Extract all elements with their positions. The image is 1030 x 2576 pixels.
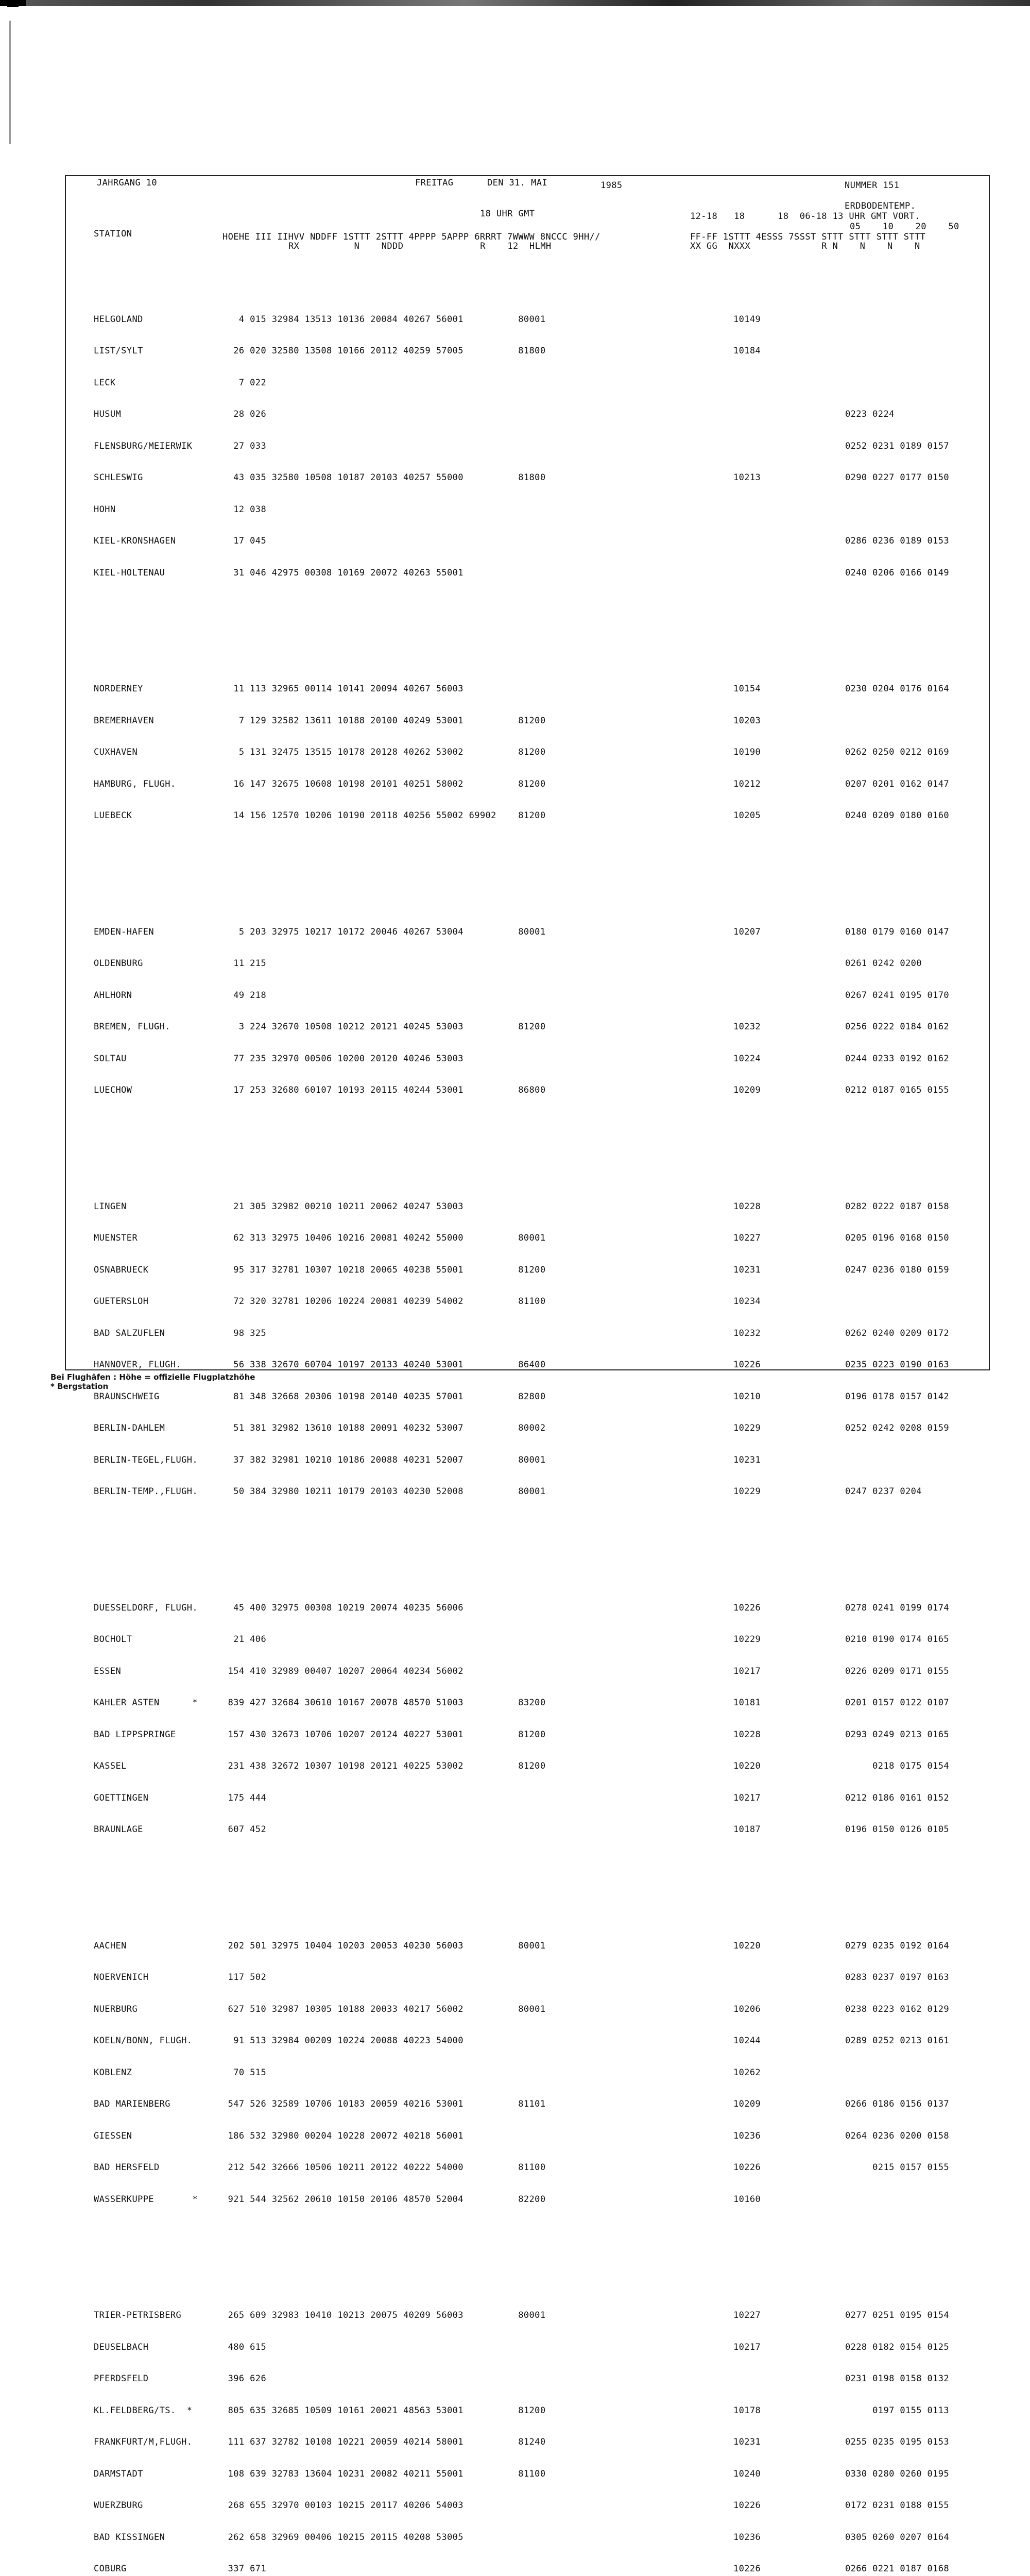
group-spacer xyxy=(65,863,990,874)
extreme-codes: 10224 xyxy=(733,1053,761,1064)
soil-temperatures: 0247 0236 0180 0159 xyxy=(845,1264,950,1275)
extreme-codes: 10154 xyxy=(733,684,761,694)
table-row xyxy=(65,747,990,758)
extreme-codes: 10226 xyxy=(733,2500,761,2511)
soil-temperatures: 0252 0242 0208 0159 xyxy=(845,1423,950,1433)
table-row xyxy=(65,1698,990,1708)
station-group xyxy=(65,1180,990,1518)
soil-temperatures: 0207 0201 0162 0147 xyxy=(845,778,950,789)
soil-temperatures: 0330 0280 0260 0195 xyxy=(845,2468,950,2479)
scan-mark xyxy=(7,0,19,7)
observation-codes: 21 406 xyxy=(222,1634,267,1645)
table-row xyxy=(65,1054,990,1064)
observation-codes: 77 235 32970 00506 10200 20120 40246 53003 xyxy=(222,1053,464,1064)
observation-codes: 268 655 32970 00103 10215 20117 40206 54003 xyxy=(222,2500,464,2511)
table-row xyxy=(65,1233,990,1244)
soil-temperatures: 0205 0196 0168 0150 xyxy=(845,1233,950,1243)
soil-temperatures: 0238 0223 0162 0129 xyxy=(845,2004,950,2014)
date-label: DEN 31. MAI xyxy=(487,178,547,188)
soil-temperatures: 0256 0222 0184 0162 xyxy=(845,1022,950,1032)
soil-temperatures: 0282 0222 0187 0158 xyxy=(845,1201,950,1212)
soil-temperatures: 0255 0235 0195 0153 xyxy=(845,2437,950,2447)
table-row xyxy=(65,2036,990,2046)
observation-codes: 108 639 32783 13604 10231 20082 40211 55001 81100 xyxy=(222,2468,546,2479)
table-row xyxy=(65,2099,990,2110)
station-name: FRANKFURT/M,FLUGH. xyxy=(94,2437,193,2447)
extreme-codes: 10181 xyxy=(733,1698,761,1708)
station-name: NOERVENICH xyxy=(94,1972,149,1982)
station-name: BAD MARIENBERG xyxy=(94,2099,170,2109)
soil-temperatures: 0266 0221 0187 0168 xyxy=(845,2564,950,2574)
hour-header: 18 UHR GMT xyxy=(480,209,535,219)
table-row xyxy=(65,1793,990,1804)
observation-codes: 62 313 32975 10406 10216 20081 40242 55000 80001 xyxy=(222,1233,546,1243)
observation-codes: 49 218 xyxy=(222,990,267,1001)
table-row xyxy=(65,2564,990,2574)
station-name: KAHLER ASTEN * xyxy=(94,1698,198,1708)
observation-codes: 7 129 32582 13611 10188 20100 40249 53001 81200 xyxy=(222,715,546,726)
soil-temperatures: 0262 0240 0209 0172 xyxy=(845,1328,950,1338)
extreme-codes: 10190 xyxy=(733,747,761,757)
station-name: BAD SALZUFLEN xyxy=(94,1328,165,1338)
observation-codes: 7 022 xyxy=(222,377,267,388)
group-spacer xyxy=(65,1877,990,1888)
station-name: SCHLESWIG xyxy=(94,472,143,483)
soil-temperatures: 0180 0179 0160 0147 xyxy=(845,926,950,937)
station-name: PFERDSFELD xyxy=(94,2374,149,2384)
soil-temperatures: 0278 0241 0199 0174 xyxy=(845,1602,950,1613)
extreme-codes: 10187 xyxy=(733,1824,761,1835)
table-row xyxy=(65,1328,990,1339)
extreme-codes: 10226 xyxy=(733,2564,761,2574)
station-name: WASSERKUPPE * xyxy=(94,2194,198,2205)
soil-temperatures: 0305 0260 0207 0164 xyxy=(845,2532,950,2543)
soil-temperatures: 0279 0235 0192 0164 xyxy=(845,1940,950,1951)
group-spacer xyxy=(65,1539,990,1550)
soil-temperatures: 0267 0241 0195 0170 xyxy=(845,990,950,1001)
observation-codes: 212 542 32666 10506 10211 20122 40222 54000 81100 xyxy=(222,2162,546,2173)
observation-codes: 186 532 32980 00204 10228 20072 40218 56001 xyxy=(222,2130,464,2141)
station-name: WUERZBURG xyxy=(94,2500,143,2511)
observation-codes: 607 452 xyxy=(222,1824,267,1835)
station-name: LUECHOW xyxy=(94,1085,132,1095)
table-row xyxy=(65,1085,990,1096)
soil-temperatures: 0261 0242 0200 xyxy=(845,958,922,969)
table-row xyxy=(65,314,990,325)
extreme-codes: 10244 xyxy=(733,2036,761,2046)
observation-codes: 262 658 32969 00406 10215 20115 40208 53005 xyxy=(222,2532,464,2543)
observation-codes: 5 131 32475 13515 10178 20128 40262 53002 81200 xyxy=(222,747,546,757)
table-row xyxy=(65,2469,990,2480)
observation-codes: 265 609 32983 10410 10213 20075 40209 56003 80001 xyxy=(222,2310,546,2320)
observation-codes: 627 510 32987 10305 10188 20033 40217 56002 80001 xyxy=(222,2004,546,2014)
observation-codes: 14 156 12570 10206 10190 20118 40256 55002 69902 81200 xyxy=(222,810,546,821)
table-row xyxy=(65,2437,990,2448)
observation-codes: 21 305 32982 00210 10211 20062 40247 53003 xyxy=(222,1201,464,1212)
extreme-codes: 10240 xyxy=(733,2468,761,2479)
extreme-codes: 10203 xyxy=(733,715,761,726)
soil-temperatures: 0172 0231 0188 0155 xyxy=(845,2500,950,2511)
table-row xyxy=(65,716,990,726)
soil-temperatures: 0266 0186 0156 0137 xyxy=(845,2099,950,2109)
table-row xyxy=(65,1603,990,1614)
table-row xyxy=(65,409,990,420)
station-group xyxy=(65,293,990,600)
soil-temperatures: 0290 0227 0177 0150 xyxy=(845,472,950,483)
station-name: DARMSTADT xyxy=(94,2468,143,2479)
observation-codes: 16 147 32675 10608 10198 20101 40251 58002 81200 xyxy=(222,778,546,789)
extreme-codes: 10232 xyxy=(733,1328,761,1338)
weekday-label: FREITAG xyxy=(415,178,454,188)
station-name: OSNABRUECK xyxy=(94,1264,149,1275)
table-row xyxy=(65,441,990,452)
observation-codes: 11 113 32965 00114 10141 20094 40267 56003 xyxy=(222,684,464,694)
station-name: SOLTAU xyxy=(94,1053,127,1064)
extreme-codes: 10160 xyxy=(733,2194,761,2205)
table-row xyxy=(65,536,990,547)
extreme-codes: 10226 xyxy=(733,2162,761,2173)
soil-temperatures: 0197 0155 0113 xyxy=(845,2405,950,2416)
table-row xyxy=(65,1486,990,1497)
extreme-codes: 10234 xyxy=(733,1296,761,1307)
observation-codes: 95 317 32781 10307 10218 20065 40238 55001 81200 xyxy=(222,1264,546,1275)
issue-number: NUMMER 151 xyxy=(845,180,900,191)
observation-codes: 202 501 32975 10404 10203 20053 40230 56003 80001 xyxy=(222,1940,546,1951)
observation-codes: 231 438 32672 10307 10198 20121 40225 53002 81200 xyxy=(222,1761,546,1771)
observation-codes: 56 338 32670 60704 10197 20133 40240 53001 86400 xyxy=(222,1360,546,1370)
right-code-header: FF-FF 1STTT 4ESSS 7SSST STTT STTT STTT STTT xyxy=(690,232,926,242)
table-row xyxy=(65,2004,990,2015)
station-group xyxy=(65,2289,990,2576)
station-name: LECK xyxy=(94,377,116,388)
station-name: DEUSELBACH xyxy=(94,2342,149,2352)
station-name: BRAUNLAGE xyxy=(94,1824,143,1835)
table-row xyxy=(65,568,990,579)
table-row xyxy=(65,1761,990,1772)
table-row xyxy=(65,958,990,969)
table-row xyxy=(65,2374,990,2384)
footnote-airport-height: Bei Flughäfen : Höhe = offizielle Flugplatzhöhe xyxy=(50,1372,255,1382)
station-name: BERLIN-TEMP.,FLUGH. xyxy=(94,1486,198,1497)
period-header: 12-18 18 18 06-18 13 UHR GMT VORT. xyxy=(690,211,920,222)
table-row xyxy=(65,1392,990,1402)
station-name: HOHN xyxy=(94,504,116,515)
table-row xyxy=(65,472,990,483)
extreme-codes: 10226 xyxy=(733,1360,761,1370)
extreme-codes: 10231 xyxy=(733,2437,761,2447)
table-row xyxy=(65,1022,990,1032)
observation-codes: 43 035 32580 10508 10187 20103 40257 55000 81800 xyxy=(222,472,546,483)
station-table xyxy=(65,261,990,2576)
observation-codes: 17 253 32680 60107 10193 20115 40244 53001 86800 xyxy=(222,1085,546,1095)
footnote-mountain-station: * Bergstation xyxy=(50,1382,109,1391)
station-name: TRIER-PETRISBERG xyxy=(94,2310,182,2320)
soil-temperatures: 0228 0182 0154 0125 xyxy=(845,2342,950,2352)
extreme-codes: 10212 xyxy=(733,778,761,789)
table-row xyxy=(65,2067,990,2078)
table-row xyxy=(65,1423,990,1434)
group-spacer xyxy=(65,620,990,631)
observation-codes: 396 626 xyxy=(222,2374,267,2384)
station-name: KOELN/BONN, FLUGH. xyxy=(94,2036,193,2046)
soil-temperatures: 0201 0157 0122 0107 xyxy=(845,1698,950,1708)
station-name: GIESSEN xyxy=(94,2130,132,2141)
extreme-codes: 10207 xyxy=(733,926,761,937)
extreme-codes: 10213 xyxy=(733,472,761,483)
soil-temperatures: 0210 0190 0174 0165 xyxy=(845,1634,950,1645)
station-name: EMDEN-HAFEN xyxy=(94,926,154,937)
extreme-codes: 10220 xyxy=(733,1761,761,1771)
soil-temperatures: 0196 0150 0126 0105 xyxy=(845,1824,950,1835)
station-name: HUSUM xyxy=(94,409,122,419)
table-row xyxy=(65,2310,990,2321)
soil-temperatures: 0212 0187 0165 0155 xyxy=(845,1085,950,1095)
group-spacer xyxy=(65,1138,990,1149)
soil-temperatures: 0212 0186 0161 0152 xyxy=(845,1792,950,1803)
station-name: NORDERNEY xyxy=(94,684,143,694)
soil-temperatures: 0218 0175 0154 xyxy=(845,1761,950,1771)
depth-header: 05 10 20 50 xyxy=(850,222,959,232)
table-row xyxy=(65,2405,990,2416)
soil-temperatures: 0247 0237 0204 xyxy=(845,1486,922,1497)
extreme-codes: 10228 xyxy=(733,1729,761,1740)
station-name: BRAUNSCHWEIG xyxy=(94,1391,160,1402)
extreme-codes: 10178 xyxy=(733,2405,761,2416)
station-name: HANNOVER, FLUGH. xyxy=(94,1360,182,1370)
extreme-codes: 10236 xyxy=(733,2532,761,2543)
station-name: BAD KISSINGEN xyxy=(94,2532,165,2543)
station-group xyxy=(65,1582,990,1856)
observation-codes: 81 348 32668 20306 10198 20140 40235 57001 82800 xyxy=(222,1391,546,1402)
observation-codes: 37 382 32981 10210 10186 20088 40231 52007 80001 xyxy=(222,1454,546,1465)
soil-temp-header: ERDBODENTEMP. xyxy=(845,201,916,211)
table-row xyxy=(65,2194,990,2205)
observation-codes: 480 615 xyxy=(222,2342,267,2352)
station-name: LINGEN xyxy=(94,1201,127,1212)
observation-codes: 50 384 32980 10211 10179 20103 40230 52008 80001 xyxy=(222,1486,546,1497)
station-name: OLDENBURG xyxy=(94,958,143,969)
extreme-codes: 10220 xyxy=(733,1940,761,1951)
observation-codes: 805 635 32685 10509 10161 20021 48563 53001 81200 xyxy=(222,2405,546,2416)
observation-codes: 111 637 32782 10108 10221 20059 40214 58001 81240 xyxy=(222,2437,546,2447)
table-row xyxy=(65,779,990,790)
soil-temperatures: 0196 0178 0157 0142 xyxy=(845,1391,950,1402)
station-name: BERLIN-TEGEL,FLUGH. xyxy=(94,1454,198,1465)
station-name: DUESSELDORF, FLUGH. xyxy=(94,1602,198,1613)
soil-temperatures: 0244 0233 0192 0162 xyxy=(845,1053,950,1064)
table-row xyxy=(65,990,990,1001)
extreme-codes: 10205 xyxy=(733,810,761,821)
station-name: BREMERHAVEN xyxy=(94,715,154,726)
soil-temperatures: 0286 0236 0189 0153 xyxy=(845,536,950,546)
soil-temperatures: 0230 0204 0176 0164 xyxy=(845,684,950,694)
extreme-codes: 10184 xyxy=(733,346,761,356)
observation-codes: 31 046 42975 00308 10169 20072 40263 55001 xyxy=(222,567,464,578)
station-name: KOBLENZ xyxy=(94,2067,132,2078)
table-row xyxy=(65,1360,990,1370)
table-row xyxy=(65,2162,990,2173)
right-code-subheader: XX GG NXXX R N N N N xyxy=(690,241,920,251)
station-name: BERLIN-DAHLEM xyxy=(94,1423,165,1433)
observation-codes: 17 045 xyxy=(222,536,267,546)
soil-temperatures: 0226 0209 0171 0155 xyxy=(845,1666,950,1676)
observation-codes: 27 033 xyxy=(222,440,267,451)
station-name: CUXHAVEN xyxy=(94,747,138,757)
station-name: KL.FELDBERG/TS. * xyxy=(94,2405,193,2416)
table-row xyxy=(65,1455,990,1466)
soil-temperatures: 0289 0252 0213 0161 xyxy=(845,2036,950,2046)
soil-temperatures: 0252 0231 0189 0157 xyxy=(845,440,950,451)
observation-codes: 4 015 32984 13513 10136 20084 40267 56001 80001 xyxy=(222,314,546,325)
extreme-codes: 10231 xyxy=(733,1454,761,1465)
table-row xyxy=(65,810,990,821)
station-name: BAD HERSFELD xyxy=(94,2162,160,2173)
observation-codes: 175 444 xyxy=(222,1792,267,1803)
observation-codes: 26 020 32580 13508 10166 20112 40259 57005 81800 xyxy=(222,346,546,356)
station-name: ESSEN xyxy=(94,1666,122,1676)
extreme-codes: 10232 xyxy=(733,1022,761,1032)
extreme-codes: 10262 xyxy=(733,2067,761,2078)
table-row xyxy=(65,1824,990,1835)
table-row xyxy=(65,1296,990,1307)
scan-margin-line xyxy=(9,21,11,144)
extreme-codes: 10229 xyxy=(733,1634,761,1645)
table-row xyxy=(65,1730,990,1740)
table-row xyxy=(65,1265,990,1276)
station-name: AHLHORN xyxy=(94,990,132,1001)
observation-codes: 337 671 xyxy=(222,2564,267,2574)
extreme-codes: 10227 xyxy=(733,2310,761,2320)
station-name: HELGOLAND xyxy=(94,314,143,325)
table-row xyxy=(65,378,990,388)
observation-codes: 11 215 xyxy=(222,958,267,969)
observation-codes: 72 320 32781 10206 10224 20081 40239 54002 81100 xyxy=(222,1296,546,1307)
station-header: STATION xyxy=(94,229,132,239)
observation-codes: 839 427 32684 30610 10167 20078 48570 51003 83200 xyxy=(222,1698,546,1708)
station-name: BOCHOLT xyxy=(94,1634,132,1645)
extreme-codes: 10231 xyxy=(733,1264,761,1275)
observation-codes: 921 544 32562 20610 10150 20106 48570 52004 82200 xyxy=(222,2194,546,2205)
station-name: KASSEL xyxy=(94,1761,127,1771)
soil-temperatures: 0264 0236 0200 0158 xyxy=(845,2130,950,2141)
scan-edge xyxy=(0,0,1030,6)
table-row xyxy=(65,2532,990,2543)
table-row xyxy=(65,2342,990,2353)
station-name: LUEBECK xyxy=(94,810,132,821)
soil-temperatures: 0283 0237 0197 0163 xyxy=(845,1972,950,1982)
observation-codes: 547 526 32589 10706 10183 20059 40216 53001 81101 xyxy=(222,2099,546,2109)
observation-codes: 117 502 xyxy=(222,1972,267,1982)
station-group xyxy=(65,906,990,1117)
table-row xyxy=(65,927,990,938)
station-name: FLENSBURG/MEIERWIK xyxy=(94,440,193,451)
table-row xyxy=(65,2131,990,2142)
observation-codes: 5 203 32975 10217 10172 20046 40267 53004 80001 xyxy=(222,926,546,937)
extreme-codes: 10210 xyxy=(733,1391,761,1402)
extreme-codes: 10226 xyxy=(733,1602,761,1613)
observation-codes: 98 325 xyxy=(222,1328,267,1338)
observation-codes: 45 400 32975 00308 10219 20074 40235 56006 xyxy=(222,1602,464,1613)
station-name: NUERBURG xyxy=(94,2004,138,2014)
soil-temperatures: 0223 0224 xyxy=(845,409,895,419)
extreme-codes: 10229 xyxy=(733,1486,761,1497)
table-row xyxy=(65,1201,990,1212)
extreme-codes: 10236 xyxy=(733,2130,761,2141)
table-row xyxy=(65,504,990,515)
extreme-codes: 10209 xyxy=(733,2099,761,2109)
table-row xyxy=(65,684,990,694)
soil-temperatures: 0215 0157 0155 xyxy=(845,2162,950,2173)
station-name: AACHEN xyxy=(94,1940,127,1951)
observation-codes: 3 224 32670 10508 10212 20121 40245 53003 81200 xyxy=(222,1022,546,1032)
group-spacer xyxy=(65,2247,990,2258)
extreme-codes: 10217 xyxy=(733,1666,761,1676)
extreme-codes: 10149 xyxy=(733,314,761,325)
extreme-codes: 10206 xyxy=(733,2004,761,2014)
table-row xyxy=(65,1666,990,1677)
observation-codes: 51 381 32982 13610 10188 20091 40232 53007 80002 xyxy=(222,1423,546,1433)
extreme-codes: 10227 xyxy=(733,1233,761,1243)
observation-codes: 12 038 xyxy=(222,504,267,515)
soil-temperatures: 0235 0223 0190 0163 xyxy=(845,1360,950,1370)
table-row xyxy=(65,1634,990,1645)
soil-temperatures: 0262 0250 0212 0169 xyxy=(845,747,950,757)
extreme-codes: 10228 xyxy=(733,1201,761,1212)
table-row xyxy=(65,346,990,357)
observation-codes: 70 515 xyxy=(222,2067,267,2078)
station-name: GUETERSLOH xyxy=(94,1296,149,1307)
station-name: KIEL-KRONSHAGEN xyxy=(94,536,176,546)
station-name: COBURG xyxy=(94,2564,127,2574)
station-name: LIST/SYLT xyxy=(94,346,143,356)
station-name: BAD LIPPSPRINGE xyxy=(94,1729,176,1740)
station-group xyxy=(65,663,990,842)
extreme-codes: 10217 xyxy=(733,2342,761,2352)
observation-codes: 154 410 32989 00407 10207 20064 40234 56002 xyxy=(222,1666,464,1676)
volume-label: JAHRGANG 10 xyxy=(97,178,157,188)
table-row xyxy=(65,1941,990,1952)
table-row xyxy=(65,1972,990,1983)
extreme-codes: 10217 xyxy=(733,1792,761,1803)
code-header: HOEHE III IIHVV NDDFF 1STTT 2STTT 4PPPP 5APPP 6RRRT 7WWWW 8NCCC 9HH// xyxy=(222,232,600,242)
extreme-codes: 10229 xyxy=(733,1423,761,1433)
observation-codes: 157 430 32673 10706 10207 20124 40227 53001 81200 xyxy=(222,1729,546,1740)
code-subheader: RX N NDDD R 12 HLMH xyxy=(288,241,552,251)
soil-temperatures: 0277 0251 0195 0154 xyxy=(845,2310,950,2320)
soil-temperatures: 0240 0206 0166 0149 xyxy=(845,567,950,578)
soil-temperatures: 0240 0209 0180 0160 xyxy=(845,810,950,821)
observation-codes: 91 513 32984 00209 10224 20088 40223 54000 xyxy=(222,2036,464,2046)
station-group xyxy=(65,1920,990,2226)
station-name: KIEL-HOLTENAU xyxy=(94,567,165,578)
soil-temperatures: 0231 0198 0158 0132 xyxy=(845,2374,950,2384)
station-name: BREMEN, FLUGH. xyxy=(94,1022,170,1032)
extreme-codes: 10209 xyxy=(733,1085,761,1095)
table-row xyxy=(65,2500,990,2511)
station-name: MUENSTER xyxy=(94,1233,138,1243)
station-name: GOETTINGEN xyxy=(94,1792,149,1803)
observation-codes: 28 026 xyxy=(222,409,267,419)
soil-temperatures: 0293 0249 0213 0165 xyxy=(845,1729,950,1740)
station-name: HAMBURG, FLUGH. xyxy=(94,778,176,789)
year-label: 1985 xyxy=(600,180,623,191)
